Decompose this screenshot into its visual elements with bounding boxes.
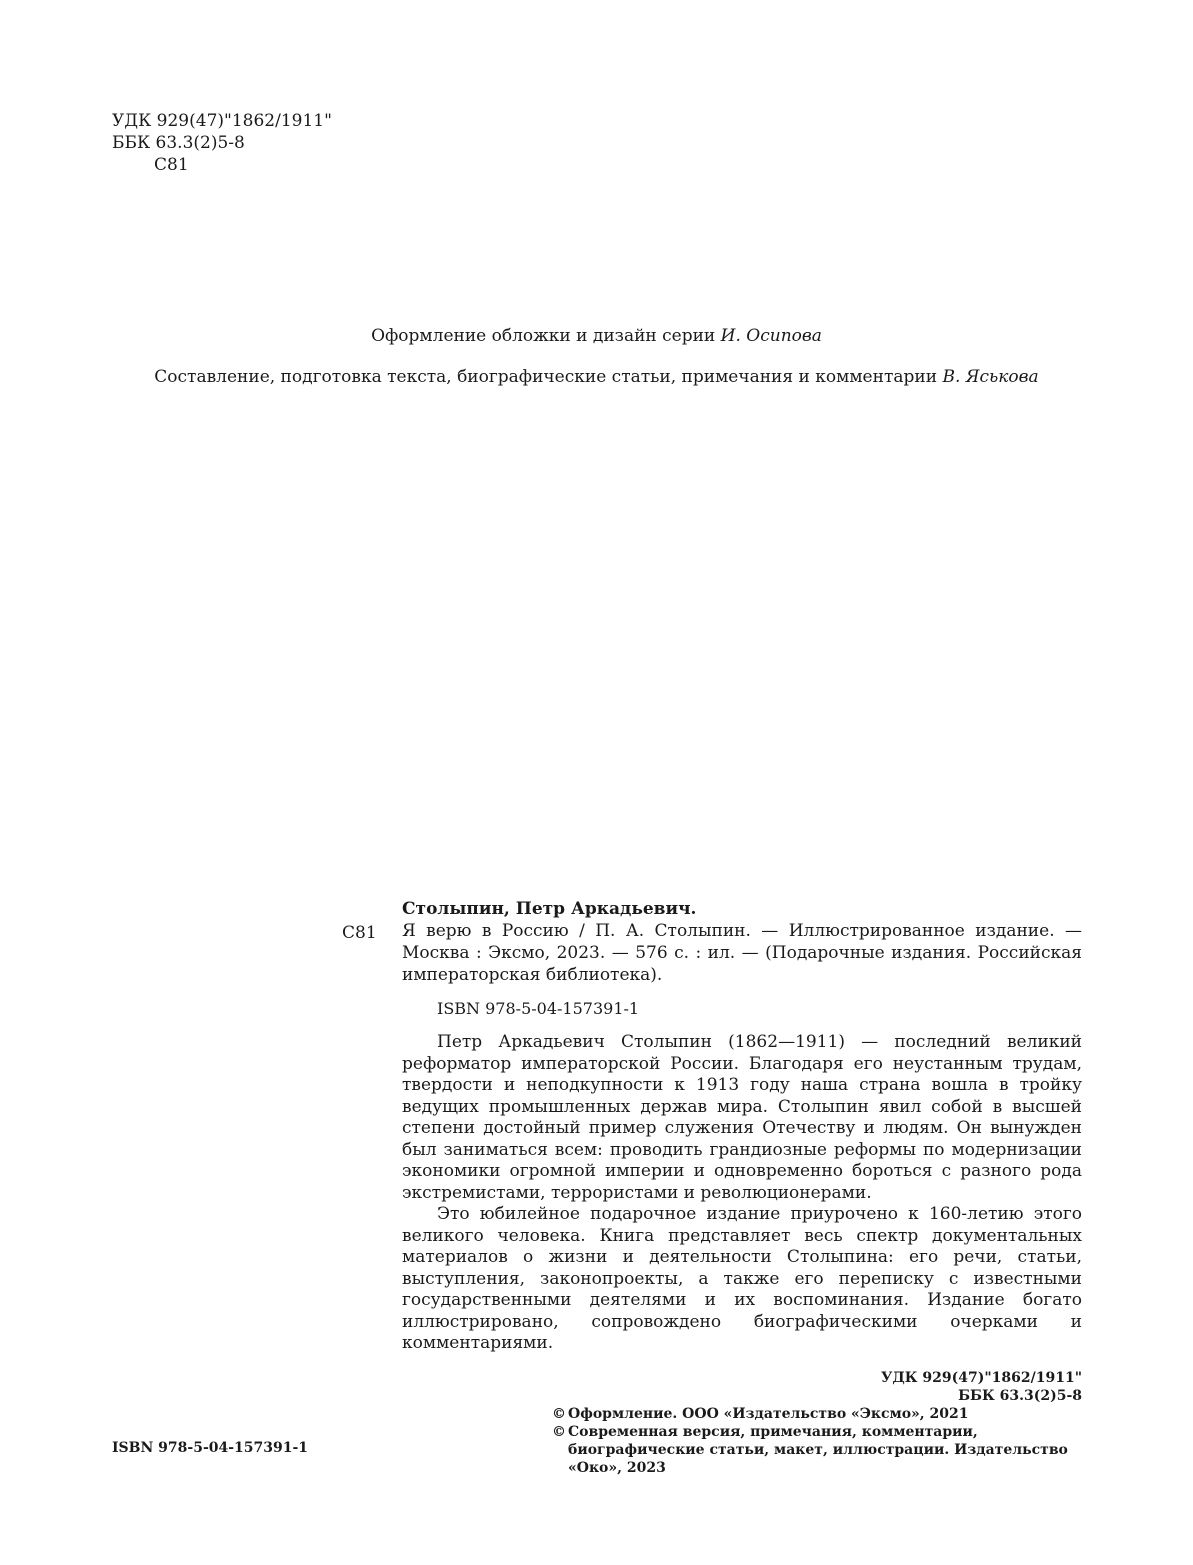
card-bbk: ББК 63.3(2)5-8 <box>958 1387 1082 1404</box>
header-classification <box>112 110 332 176</box>
udk-code: УДК 929(47)"1862/1911" <box>112 111 332 131</box>
card-author: Столыпин, Петр Аркадьевич. <box>402 899 697 919</box>
abstract-paragraph: Петр Аркадьевич Столыпин (1862—1911) — последний великий реформатор императорской России. Благодаря его неустанным трудам, твердости и неподкупности к 1913 году наша страна вошла в тройку ведущих промышленных держав мира. Столыпин явил собой в высшей степени достойный пример служения Отечеству и людям. Он вынужден был заниматься всем: проводить грандиозные реформы по модернизации экономики огромной империи и одновременно бороться с разного рода экстремистами, террористами и революционерами. <box>402 1032 1082 1203</box>
copyright-design: Оформление. ООО «Издательство «Эксмо», 2021 <box>568 1406 969 1422</box>
abstract-paragraph: Это юбилейное подарочное издание приурочено к 160-летию этого великого человека. Книга представляет весь спектр документальных материалов о жизни и деятельности Столыпина: его речи, статьи, выступления, законопроекты, а также его переписку с известными государственными деятелями и их воспоминания. Издание богато иллюстрировано, сопровождено биографическими очерками и комментариями. <box>402 1204 1082 1353</box>
copyright-symbol: © <box>552 1406 566 1422</box>
card-abstract <box>402 1032 1082 1355</box>
author-mark: С81 <box>154 155 189 175</box>
card-author-mark: С81 <box>342 923 377 943</box>
compilation-credit <box>0 367 1193 387</box>
copyright-modern-version: Современная версия, примечания, комментарии, <box>568 1424 978 1440</box>
card-classification <box>342 1369 1082 1405</box>
bbk-code: ББК 63.3(2)5-8 <box>112 133 245 153</box>
card-udk: УДК 929(47)"1862/1911" <box>880 1369 1082 1386</box>
footer-isbn: ISBN 978-5-04-157391-1 <box>112 1440 309 1456</box>
compilation-credit-name: В. Яськова <box>942 367 1039 387</box>
compilation-credit-text: Составление, подготовка текста, биографические статьи, примечания и комментарии <box>154 367 943 387</box>
cover-design-credit <box>0 326 1193 346</box>
copyright-line <box>552 1441 1082 1477</box>
copyright-line <box>552 1423 1082 1441</box>
copyright-publisher: биографические статьи, макет, иллюстрации. Издательство «Око», 2023 <box>568 1442 1068 1476</box>
copyright-symbol: © <box>552 1424 566 1440</box>
cover-credit-text: Оформление обложки и дизайн серии <box>371 326 721 346</box>
cover-credit-name: И. Осипова <box>720 326 822 346</box>
card-isbn: ISBN 978-5-04-157391-1 <box>437 999 640 1018</box>
catalog-card <box>342 898 1082 1405</box>
card-bibliographic-description: Я верю в Россию / П. А. Столыпин. — Иллюстрированное издание. — Москва : Эксмо, 2023. — 576 с. : ил. — (Подарочные издания. Российская императорская библиотека). <box>402 921 1082 985</box>
copyright-block <box>552 1405 1082 1477</box>
copyright-line <box>552 1405 1082 1423</box>
